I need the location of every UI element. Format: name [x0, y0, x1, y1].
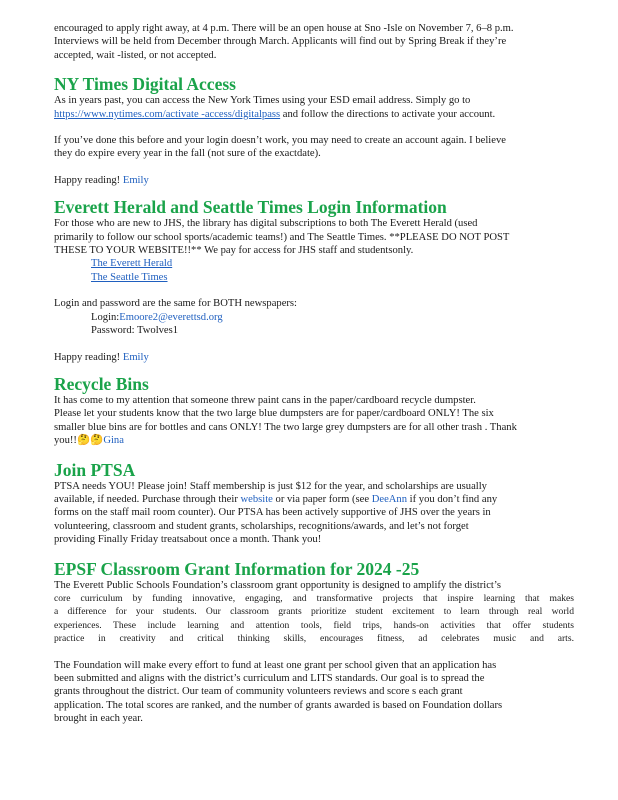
ptsa-line: forms on the staff mail room counter). Our PTSA has been actively supportive of JHS over the years in: [54, 507, 491, 519]
recycle-line: [54, 434, 574, 447]
recycle-line: It has come to my attention that someone threw paint cans in the paper/cardboard recycle dumpster.: [54, 394, 476, 406]
nyt-text: If you’ve done this before and your login doesn’t work, you may need to create an account again. I believe: [54, 135, 506, 147]
nyt-text: they do expire every year in the fall (not sure of the exactdate).: [54, 148, 321, 160]
epsf-justified-line: a difference for your students. Our classroom grants prioritize student excitement to learn through real world: [54, 606, 574, 618]
herald-text: primarily to follow our school sports/academic teams!) and The Seattle Times. **PLEASE DO NOT POST: [54, 231, 510, 243]
epsf-line: application. The total scores are ranked, and the number of grants awarded is based on Foundation dollars: [54, 699, 503, 711]
ptsa-line: providing Finally Friday treatsabout once a month. Thank you!: [54, 534, 322, 546]
password-row: Password: Twolves1: [91, 325, 179, 337]
epsf-justified-line: core curriculum by funding innovative, engaging, and transformative projects that inspire learning that makes: [54, 592, 574, 604]
signoff-text: Happy reading!: [54, 351, 121, 363]
recycle-heading: Recycle Bins: [54, 373, 149, 394]
nyt-paragraph: [54, 134, 574, 161]
signoff-name: Emily: [122, 351, 149, 363]
nyt-signoff: [54, 174, 574, 187]
seattle-times-link[interactable]: The Seattle Times: [91, 271, 168, 283]
epsf-line: The Everett Public Schools Foundation’s classroom grant opportunity is designed to amplify the district’s: [54, 579, 501, 591]
signoff-name: Emily: [122, 174, 149, 186]
epsf-line: been submitted and aligns with the district’s curriculum and LITS standards. Our goal is to spread the: [54, 673, 485, 684]
login-row: [54, 311, 574, 324]
deeann-link[interactable]: DeeAnn: [371, 493, 408, 505]
login-label: Login:: [91, 311, 120, 323]
newsletter-page: [54, 22, 574, 726]
nyt-text: As in years past, you can access the New York Times using your ESD email address. Simply go to: [54, 95, 471, 107]
herald-signoff: [54, 351, 574, 364]
nyt-activate-link[interactable]: https://www.nytimes.com/activate -access/digitalpass: [54, 108, 281, 120]
herald-text: For those who are new to JHS, the library has digital subscriptions to both The Everett Herald (used: [54, 218, 478, 230]
ptsa-text: if you don’t find any: [407, 493, 498, 505]
login-intro: Login and password are the same for BOTH newspapers:: [54, 298, 297, 310]
ptsa-heading: Join PTSA: [54, 459, 136, 480]
herald-paragraph: [54, 217, 574, 257]
ptsa-website-link[interactable]: website: [240, 493, 273, 505]
epsf-justified-line: experiences. These include learning and attention tools, field trips, hands-on activities that offer students: [54, 619, 574, 631]
ptsa-line: volunteering, classroom and student grants, scholarships, recognitions/awards, and let’s not forget: [54, 520, 469, 532]
ptsa-text: available, if needed. Purchase through their: [54, 493, 241, 505]
herald-text: THESE TO YOUR WEBSITE!!** We pay for access for JHS staff and studentsonly.: [54, 245, 414, 257]
login-email-link[interactable]: Emoore2@everettsd.org: [119, 311, 223, 323]
herald-link-row: [54, 271, 574, 284]
recycle-thanks: you!!🤔🤔: [54, 435, 104, 447]
intro-line: Interviews will be held from December through March. Applicants will find out by Spring Break if they’re: [54, 36, 507, 48]
epsf-line: The Foundation will make every effort to fund at least one grant per school given that an application has: [54, 659, 497, 671]
signoff-name: Gina: [103, 435, 124, 447]
epsf-justified-line: practice in creativity and critical thinking skills, encourages fitness, ad celebrates music and arts.: [54, 633, 574, 645]
epsf-heading: EPSF Classroom Grant Information for 2024 -25: [54, 558, 420, 579]
epsf-line: grants throughout the district. Our team of community volunteers reviews and score s each grant: [54, 686, 463, 698]
recycle-line: Please let your students know that the two large blue dumpsters are for paper/cardboard ONLY! The six: [54, 408, 494, 420]
nyt-text: and follow the directions to activate your account.: [280, 108, 496, 120]
epsf-line: brought in each year.: [54, 713, 143, 725]
nyt-paragraph: [54, 94, 574, 121]
ptsa-line: PTSA needs YOU! Please join! Staff membership is just $12 for the year, and scholarships are usually: [54, 480, 487, 492]
ptsa-line: [54, 493, 574, 506]
intro-line: encouraged to apply right away, at 4 p.m. There will be an open house at Sno -Isle on November 7, 6–8 p.m.: [54, 23, 514, 34]
everett-herald-link[interactable]: The Everett Herald: [91, 258, 173, 270]
herald-heading: Everett Herald and Seattle Times Login Information: [54, 197, 447, 218]
nyt-heading: NY Times Digital Access: [54, 74, 236, 95]
recycle-line: smaller blue bins are for bottles and cans ONLY! The two large grey dumpsters are for all other trash . Thank: [54, 421, 517, 433]
ptsa-text: or via paper form (see: [272, 493, 372, 505]
herald-link-row: [54, 257, 574, 270]
signoff-text: Happy reading!: [54, 174, 121, 186]
intro-line: accepted, wait -listed, or not accepted.: [54, 49, 217, 61]
